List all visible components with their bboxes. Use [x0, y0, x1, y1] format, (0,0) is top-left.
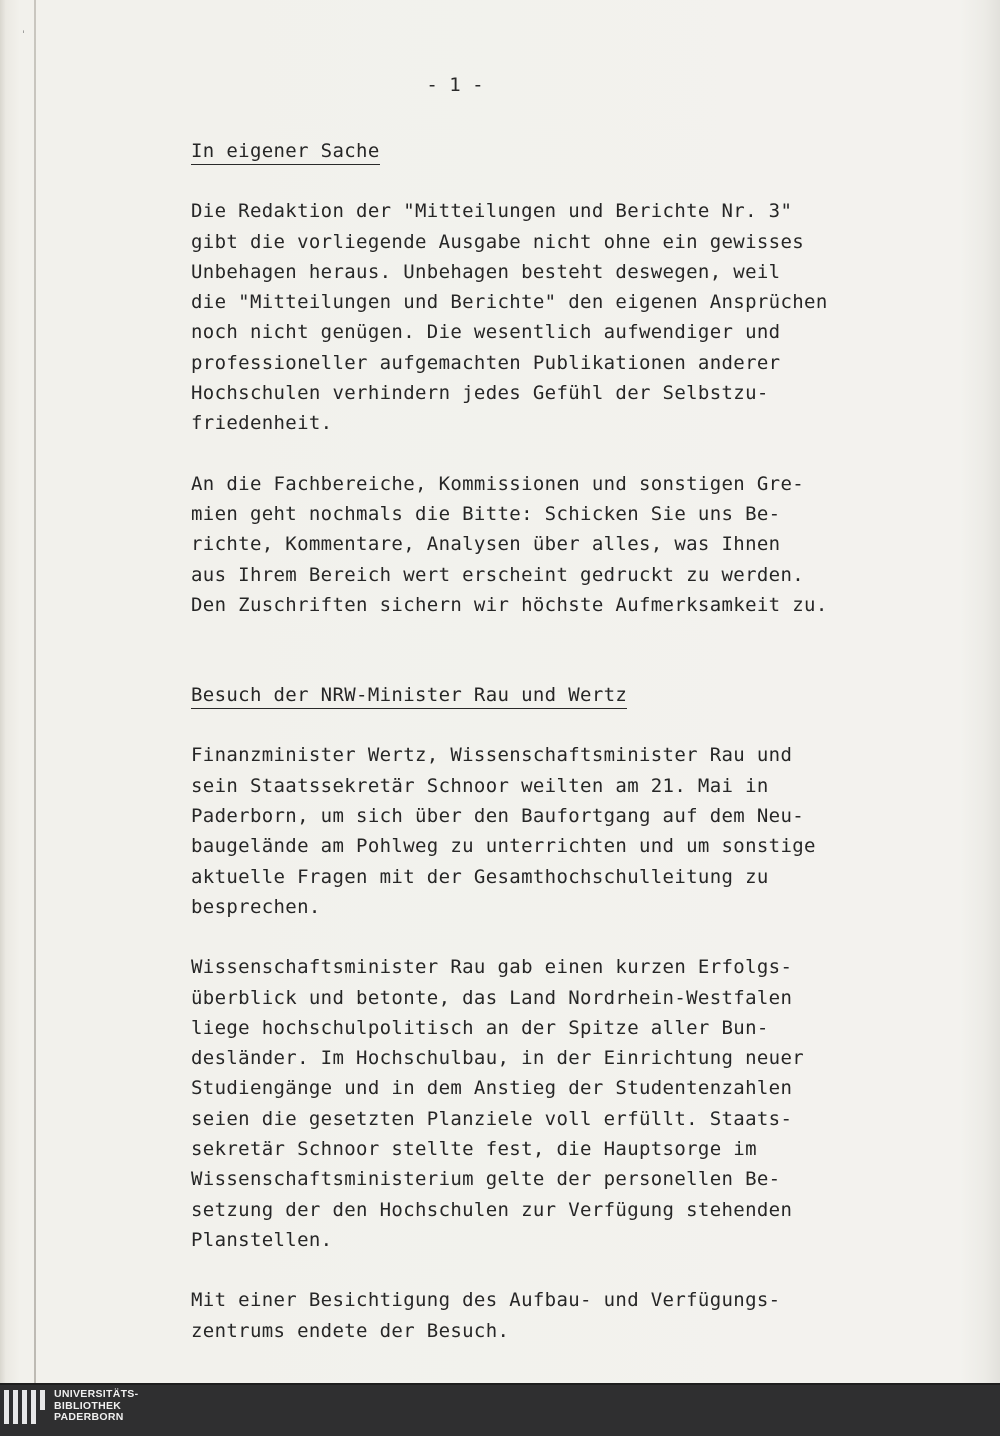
paragraph-conclusion: Mit einer Besichtigung des Aufbau- und Verfügungs- zentrums endete der Besuch.: [191, 1289, 781, 1342]
library-logo-text: [54, 1389, 138, 1424]
binding-gutter: [34, 0, 36, 1383]
paragraph-fachbereiche: An die Fachbereiche, Kommissionen und sonstigen Gre- mien geht nochmals die Bitte: Schicken Sie uns Be- richte, Kommentare, Analysen über alles, was Ihnen aus Ihrem Bereich wert erscheint gedruckt zu werden. Den Zuschriften sichern wir höchste Aufmerksamkeit zu.: [191, 472, 828, 616]
logo-line-2: BIBLIOTHEK: [54, 1399, 122, 1412]
page-number: - 1 -: [426, 74, 484, 96]
library-footer-bar: [0, 1383, 1000, 1436]
paragraph-rau-report: Wissenschaftsminister Rau gab einen kurzen Erfolgs- überblick und betonte, das Land Nordrhein-Westfalen liege hochschulpolitisch an der Spitze aller Bun- desländer. Im Hochschulbau, in der Einrichtung neuer Studiengänge und in dem Anstieg der Studentenzahlen seien die gesetzten Planziele voll erfüllt. Staats- sekretär Schnoor stellte fest, die Hauptsorge im Wissenschaftsministerium gelte der personellen Be- setzung der den Hochschulen zur Verfügung stehenden Planstellen.: [191, 956, 805, 1251]
document-body: [191, 136, 891, 1346]
corner-mark: ˈ: [22, 30, 25, 41]
logo-line-1: UNIVERSITÄTS-: [54, 1388, 139, 1400]
paragraph-redaktion: Die Redaktion der "Mitteilungen und Berichte Nr. 3" gibt die vorliegende Ausgabe nicht ohne ein gewisses Unbehagen heraus. Unbehagen besteht deswegen, weil die "Mitteilungen und Berichte" den eigenen Ansprüchen noch nicht genügen. Die wesentlich aufwendiger und professioneller aufgemachten Publikationen anderer Hochschulen verhindern jedes Gefühl der Selbstzu- friedenheit.: [191, 200, 828, 435]
library-logo-icon: [4, 1390, 48, 1430]
logo-line-3: PADERBORN: [54, 1411, 124, 1423]
section-heading-in-eigener-sache: In eigener Sache: [191, 138, 380, 165]
paragraph-minister-visit: Finanzminister Wertz, Wissenschaftsminister Rau und sein Staatssekretär Schnoor weilten am 21. Mai in Paderborn, um sich über den Baufortgang auf dem Neu- baugelände am Pohlweg zu unterrichten und um sonstige aktuelle Fragen mit der Gesamthochschulleitung zu besprechen.: [191, 744, 816, 918]
section-heading-besuch-minister: Besuch der NRW-Minister Rau und Wertz: [191, 682, 627, 709]
